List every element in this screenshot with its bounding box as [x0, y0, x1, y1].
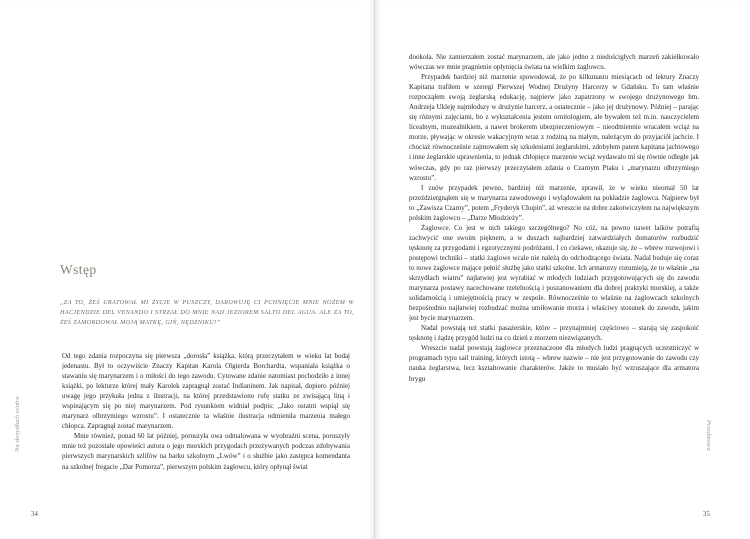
left-body-text [62, 351, 350, 511]
page-number-right: 35 [703, 510, 710, 518]
paragraph: Wreszcie nadal powstają żaglowce przeznaczone dla młodych ludzi pragnących uczestniczyć w programach typu sail training, których istotą – wbrew nazwie – nie jest przygotowanie do zawodu czy nauka żeglarstwa, lecz kształtowanie charakterów. Jakże to musiało być wzruszające dla armatora brygu [409, 344, 699, 383]
chapter-title: Wstęp [60, 262, 97, 277]
paragraph: Od tego zdania rozpoczyna się pierwsza „dorosła” książka, którą przeczytałem w wieku lat bodaj jedenastu. Był to oczywiście Znaczy Kapitan Karola Olgierda Borchardta, wspaniała książka o stawaniu się marynarzem i o miłości do tego zawodu. Cytowane zdanie natomiast pochodziło z innej książki, po lekturze której mały Karolek zapragnął zostać Indianinem. Jak napisał, dopiero później uwagę jego przykuła jedna z ilustracji, na której przedstawiono rufę statku ze zwisającą liną i wspinającym się po niej marynarzem. Pod rysunkiem widniał podpis: „Jako ostatni wspiął się marynarz olbrzymiego wzrostu”. I ostatecznie ta właśnie ilustracja odmieniła marzenia małego chłopca. Zapragnął zostać marynarzem. [62, 352, 350, 431]
paragraph: I znów przypadek pewno, bardziej niż marzenie, sprawił, że w wieku nieomal 50 lat przeździergnąłem się w marynarza zawodowego i wylądowałem na pokładzie żaglowca. Najpierw był to „Zawisza Czarny”, potem „Fryderyk Chopin”, aż wreszcie na dobre zakotwiczyłem na największym polskim żaglowcu – „Darze Młodzieży”. [409, 183, 699, 222]
right-page [375, 0, 750, 539]
paragraph: Przypadek bardziej niż marzenie spowodował, że po kilkunastu miesiącach od lektury Znaczy Kapitana trafiłem w szeregi Pierwszej Wodnej Drużyny Harcerzy w Gdańsku. To tam właśnie rozpocząłem swoją żeglarską edukację, najpierw jako zapatrzony w swojego drużynowego hm. Andrzeja Ukleję najmłodszy w drużynie harcerz, a ostatecznie – jako jej drużynowy. Później – parając się różnymi zajęciami, bo z wykształcenia jestem ornitologiem, ale bywałem też m.in. nauczycielem licealnym, muzealnikiem, a nawet brokerem ubezpieczeniowym – nieodmiennie wracałem wciąż na morze, pływając w okresie wakacyjnym wraz z rodziną na małym, należącym do przyjaciół jachcie. I chociaż równocześnie zajmowałem się szkoleniami żeglarskimi, zdobyłem patent kapitana jachtowego i inne żeglarskie uprawnienia, to jednak chłopięce marzenie wciąż wydawało mi się równie odległe jak wówczas, gdy po raz pierwszy przeczytałem zdania o Czarnym Ptaku i „marynarzu olbrzymiego wzrostu”. [409, 73, 699, 182]
epigraph: „ZA TO, ŻEŚ URATOWAŁ MI ŻYCIE W PUSZCZY, DAROWUJĘ CI PCHNIĘCIE MNIE NOŻEM W HACJENDZIE DEL VENANDO I STRZAŁ DO MNIE NAD JEZIOREM SALTO DEL AGUA. ALE ZA TO, ŻEŚ ZAMORDOWAŁ MOJĄ MATKĘ, GIŃ, NĘDZNIKU!” [60, 299, 354, 326]
running-head-right: Przedmowa [705, 420, 712, 451]
paragraph: Mnie również, ponad 60 lat później, poruszyła owa odmalowana w wyobraźni scena, poruszyły mnie też pozostałe opowieści autora o jego morskich przygodach przeżywanych podczas zdobywania pierwszych marynarskich szlifów na barku szkolnym „Lwów” i o służbie jako zastępca komendanta na szkolnej fregacie „Dar Pomorza”, pierwszym polskim żaglowcu, który opłynął świat [62, 432, 350, 471]
paragraph: Żaglowce. Co jest w nich takiego szczególnego? No cóż, na pewno nawet laików potrafią zachwycić one swoim pięknem, a w duszach najbardziej zatwardziałych domatorów rozbudzić tęsknotę za przygodami i egzotycznymi podróżami. I co ciekawe, okazuje się, że – wbrew rozwojowi i postępowi techniki – statki żaglowe wcale nie należą do odchodzącego świata. Nadal buduje się coraz to nowe żaglowce mające pełnić służbę jako statki szkolne. Ich armatorzy rozumieją, że to właśnie „na skrzydłach wiatru” najłatwiej jest wyrabiać w młodych ludziach przygotowujących się do zawodu marynarza postawy nacechowane rzetelnością i poszanowaniem dla dobrej praktyki morskiej, a także solidarnością i umiejętnością pracy w zespole. Równocześnie to właśnie na żaglowcach szkolnych bezpośrednio najłatwiej rozbudzać można umiłowanie morza i właściwy stosunek do zawodu, jakim jest bycie marynarzem. [409, 223, 699, 323]
paragraph: Nadal powstają też statki pasażerskie, które – przynajmniej częściowo – starają się zaspokoić tęsknotę i żądzę przygód ludzi na co dzień z morzem niezwiązanych. [409, 324, 699, 343]
paragraph: dookoła. Nie zamierzałem zostać marynarzem, ale jako jedno z niedościgłych marzeń zakiełkowało wówczas we mnie pragnienie opłynięcia świata na wielkim żaglowcu. [409, 53, 699, 72]
page-number-left: 34 [31, 510, 38, 518]
running-head-left: Na skrzydłach wiatru [14, 396, 21, 452]
right-body-text [409, 52, 699, 517]
